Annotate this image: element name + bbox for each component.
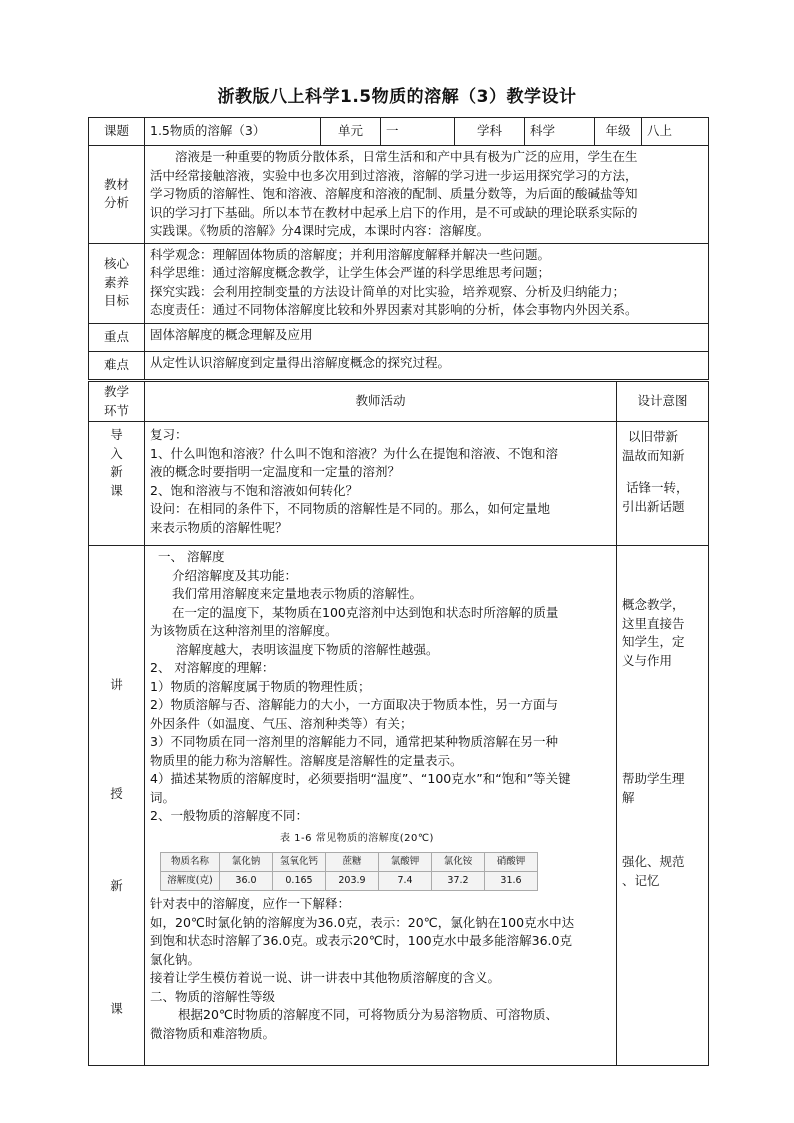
solubility-value-row [161, 872, 538, 891]
material-text [145, 146, 709, 244]
stage-header-2: 环节 [103, 402, 129, 418]
difficulty-row [89, 351, 709, 379]
lecture-line: 介绍溶解度及其功能： [172, 567, 298, 583]
intro-design-line: 以旧带新 [628, 429, 679, 444]
lecture-line: 物质里的能力称为溶解性。溶解度是溶解性的定量表示。 [150, 752, 463, 768]
lecture-line: 2、一般物质的溶解度不同： [150, 808, 308, 823]
core-line: 探究实践：会利用控制变量的方法设计简单的对比实验，培养观察、分析及归纳能力； [150, 283, 626, 299]
lecture-line: 到饱和状态时溶解了36.0克。或表示20℃时，100克水中最多能溶解36.0克 [150, 933, 572, 948]
core-line: 科学思维：通过溶解度概念教学，让学生体会严谨的科学思维思考问题； [150, 265, 551, 280]
course-value: 1.5物质的溶解（3） [145, 118, 321, 146]
solubility-header-row [161, 853, 538, 872]
lecture-stage-char: 授 [110, 785, 123, 801]
lecture-line: 3）不同物质在同一溶剂里的溶解能力不同，通常把某种物质溶解在另一种 [150, 734, 558, 749]
solubility-header-cell: 蔗糖 [326, 853, 379, 872]
lecture-line: 如，20℃时氯化钠的溶解度为36.0克，表示：20℃，氯化钠在100克水中达 [150, 914, 575, 930]
material-line: 实践课。《物质的溶解》分4课时完成，本课时内容：溶解度。 [150, 223, 490, 238]
design-header: 设计意图 [617, 382, 709, 422]
lecture-design-line: 、记忆 [622, 872, 660, 888]
course-label: 课题 [89, 118, 145, 146]
material-label-2: 分析 [103, 195, 129, 211]
teacher-header: 教师活动 [145, 382, 617, 422]
solubility-table-caption: 表 1-6 常见物质的溶解度(20℃) [280, 832, 434, 844]
lecture-line: 词。 [150, 789, 176, 805]
lecture-line: 二、物质的溶解性等级 [150, 988, 276, 1004]
material-line: 学习物质的溶解性、饱和溶液、溶解度和溶液的配制、质量分数等，为后面的酸碱盐等知 [150, 186, 638, 201]
lecture-line: 氯化钠。 [150, 951, 201, 967]
lecture-teacher-text [145, 546, 617, 1066]
solubility-value-cell: 溶解度(克) [161, 872, 220, 891]
lecture-line: 根据20℃时物质的溶解度不同，可将物质分为易溶物质、可溶物质、 [178, 1007, 558, 1022]
page-title: 浙教版八上科学1.5物质的溶解（3）教学设计 [217, 87, 577, 107]
lecture-design-line: 概念教学， [622, 597, 685, 612]
lecture-row [89, 546, 709, 1066]
solubility-header-cell: 硝酸钾 [485, 853, 538, 872]
intro-stage-char: 入 [110, 445, 123, 461]
core-label-1: 核心 [103, 256, 129, 272]
intro-stage [89, 422, 145, 546]
activity-table [88, 381, 709, 1066]
lecture-line: 外因条件（如温度、气压、溶剂种类等）有关； [150, 715, 413, 731]
intro-line: 2、饱和溶液与不饱和溶液如何转化？ [150, 482, 358, 498]
core-label-2: 素养 [103, 274, 129, 290]
solubility-header-cell: 氯化钠 [220, 853, 273, 872]
core-label [89, 243, 145, 323]
lecture-design-line: 解 [622, 789, 635, 805]
intro-line: 设问：在相同的条件下，不同物质的溶解性是不同的。那么，如何定量地 [150, 501, 551, 516]
solubility-value-cell: 203.9 [326, 872, 379, 891]
intro-line: 1、什么叫饱和溶液？什么叫不饱和溶液？为什么在提饱和溶液、不饱和溶 [150, 445, 558, 461]
material-row [89, 146, 709, 244]
lecture-line: 溶解度越大，表明该温度下物质的溶解性越强。 [176, 641, 439, 657]
solubility-header-cell: 氯化铵 [432, 853, 485, 872]
solubility-table [160, 852, 538, 891]
material-label [89, 146, 145, 244]
unit-value: 一 [381, 118, 455, 146]
subject-label: 学科 [455, 118, 525, 146]
difficulty-value: 从定性认识溶解度到定量得出溶解度概念的探究过程。 [145, 351, 709, 379]
solubility-value-cell: 37.2 [432, 872, 485, 891]
intro-design-line: 话锋一转， [626, 480, 689, 495]
lecture-design-line: 强化、规范 [622, 854, 685, 869]
solubility-table-block [150, 826, 611, 896]
column-header-row [89, 382, 709, 422]
core-line: 态度责任：通过不同物体溶解度比较和外界因素对其影响的分析，体会事物内外因关系。 [150, 302, 638, 317]
lecture-design-line: 这里直接告 [622, 615, 685, 631]
intro-line: 来表示物质的溶解性呢？ [150, 519, 288, 535]
lecture-design-line: 知学生，定 [622, 634, 685, 649]
core-line: 科学观念：理解固体物质的溶解度；并利用溶解度解释并解决一些问题。 [150, 246, 551, 262]
intro-design-line: 引出新话题 [622, 498, 685, 514]
lecture-stage-char: 讲 [110, 677, 123, 692]
material-label-1: 教材 [103, 176, 129, 192]
lecture-line: 微溶物质和难溶物质。 [150, 1025, 276, 1041]
solubility-value-cell: 36.0 [220, 872, 273, 891]
key-point-value: 固体溶解度的概念理解及应用 [145, 323, 709, 351]
material-line: 溶液是一种重要的物质分散体系，日常生活和和产中具有极为广泛的应用，学生在生 [175, 149, 638, 164]
lecture-design-line: 义与作用 [622, 652, 673, 668]
stage-header-1: 教学 [103, 384, 129, 399]
intro-line: 液的概念时要指明一定温度和一定量的溶剂？ [150, 464, 401, 479]
lecture-line: 在一定的温度下，某物质在100克溶剂中达到饱和状态时所溶解的质量 [172, 604, 559, 620]
stage-header [89, 382, 145, 422]
intro-line: 复习： [150, 427, 188, 442]
lecture-line: 2、 对溶解度的理解： [150, 660, 275, 675]
intro-stage-char: 新 [110, 464, 123, 479]
material-line: 识的学习打下基础。所以本节在教材中起承上启下的作用，是不可或缺的理论联系实际的 [150, 204, 638, 220]
difficulty-label: 难点 [89, 351, 145, 379]
lesson-plan-table [88, 117, 709, 380]
lecture-stage-char: 新 [110, 878, 123, 893]
key-point-row [89, 323, 709, 351]
lecture-line: 4）描述某物质的溶解度时，必须要指明“温度”、“100克水”和“饱和”等关键 [150, 771, 571, 786]
key-point-label: 重点 [89, 323, 145, 351]
core-label-3: 目标 [103, 293, 129, 309]
grade-value: 八上 [642, 118, 709, 146]
solubility-header-cell: 氢氧化钙 [273, 853, 326, 872]
lecture-stage-char: 课 [110, 1000, 123, 1016]
lecture-line: 2）物质溶解与否、溶解能力的大小，一方面取决于物质本性，另一方面与 [150, 697, 558, 712]
intro-design [617, 422, 709, 546]
subject-value: 科学 [525, 118, 595, 146]
material-line: 活中经常接触溶液，实验中也多次用到过溶液，溶解的学习进一步运用探究学习的方法， [150, 167, 638, 183]
lecture-design-line: 帮助学生理 [622, 771, 685, 786]
unit-label: 单元 [321, 118, 381, 146]
intro-row [89, 422, 709, 546]
core-text [145, 243, 709, 323]
lecture-line: 一、 溶解度 [158, 549, 225, 564]
core-row [89, 243, 709, 323]
solubility-value-cell: 31.6 [485, 872, 538, 891]
header-row [89, 118, 709, 146]
intro-stage-char: 课 [110, 482, 123, 498]
lecture-stage [89, 546, 145, 1066]
lecture-line: 为该物质在这种溶剂里的溶解度。 [150, 623, 338, 638]
lecture-design [617, 546, 709, 1066]
lecture-line: 接着让学生模仿着说一说、讲一讲表中其他物质溶解度的含义。 [150, 970, 501, 985]
lecture-line: 针对表中的溶解度，应作一下解释： [150, 896, 351, 911]
lecture-line: 1）物质的溶解度属于物质的物理性质； [150, 678, 371, 694]
solubility-header-cell: 物质名称 [161, 853, 220, 872]
intro-stage-char: 导 [110, 427, 123, 442]
grade-label: 年级 [595, 118, 642, 146]
intro-teacher-text [145, 422, 617, 546]
solubility-value-cell: 7.4 [379, 872, 432, 891]
solubility-value-cell: 0.165 [273, 872, 326, 891]
solubility-header-cell: 氯酸钾 [379, 853, 432, 872]
intro-design-line: 温故而知新 [622, 447, 685, 463]
lecture-line: 我们常用溶解度来定量地表示物质的溶解性。 [172, 586, 423, 601]
